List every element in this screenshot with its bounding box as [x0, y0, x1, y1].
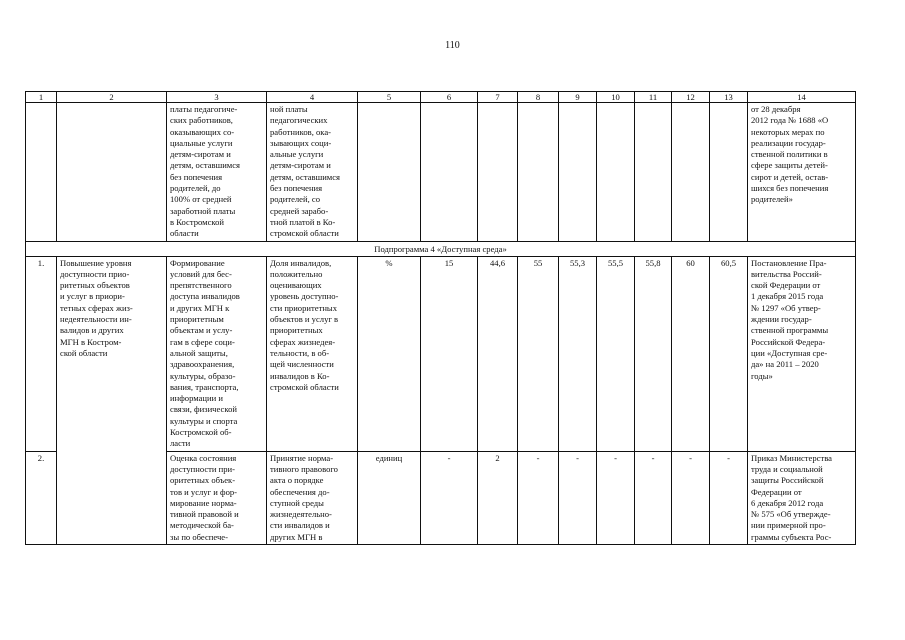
cell-unit: единиц	[358, 451, 421, 544]
cell-row-number: 1.	[26, 256, 57, 451]
column-number: 7	[478, 92, 518, 103]
cell-value: 55	[518, 256, 559, 451]
cell-empty	[597, 103, 635, 242]
column-number: 3	[167, 92, 267, 103]
cell-value: -	[559, 451, 597, 544]
indicators-table	[25, 91, 856, 545]
cell-empty	[421, 103, 478, 242]
cell-goal: Повышение уровня доступности прио- ритетных объектов и услуг в приори- тетных сферах жиз- недеятельности ин- валидов и других МГН в Костром- ской области	[57, 256, 167, 544]
column-number-row	[26, 92, 856, 103]
cell-event: Оценка состояния доступности при- оритетных объек- тов и услуг и фор- мирование норма- тивной правовой и методической ба- зы по обеспече-	[167, 451, 267, 544]
cell-indicator: Принятие норма- тивного правового акта о порядке обеспечения до- ступной среды жизнедеятельно- сти инвалидов и других МГН в	[267, 451, 358, 544]
cell-value: 44,6	[478, 256, 518, 451]
cell-basis: Постановление Пра- вительства Россий- ской Федерации от 1 декабря 2015 года № 1297 «Об утвер- ждении государ- ственной программы Российской Федера- ции «Доступная сре- да» на 2011 – 2020 годы»	[748, 256, 856, 451]
cell-value: -	[421, 451, 478, 544]
column-number: 11	[635, 92, 672, 103]
cell-basis-continued: от 28 декабря 2012 года № 1688 «О некоторых мерах по реализации государ- ственной политики в сфере защиты детей- сирот и детей, остав- шихся без попечения родителей»	[748, 103, 856, 242]
subprogram-row	[26, 241, 856, 256]
table-row-continued	[26, 103, 856, 242]
cell-unit: %	[358, 256, 421, 451]
cell-empty	[518, 103, 559, 242]
column-number: 2	[57, 92, 167, 103]
column-number: 5	[358, 92, 421, 103]
cell-empty	[478, 103, 518, 242]
column-number: 6	[421, 92, 478, 103]
column-number: 12	[672, 92, 710, 103]
cell-empty	[559, 103, 597, 242]
cell-indicator-continued: ной платы педагогических работников, ока- зывающих соци- альные услуги детям-сиротам и детям, оставшимся без попечения родителей, со средней зарабо- тной платой в Ко- стромской области	[267, 103, 358, 242]
cell-empty	[358, 103, 421, 242]
cell-value: -	[518, 451, 559, 544]
cell-value: 55,5	[597, 256, 635, 451]
cell-indicator: Доля инвалидов, положительно оценивающих уровень доступно- сти приоритетных объектов и услуг в приоритетных сферах жизнедея- тельности, в об- щей численности инвалидов в Ко- стромской области	[267, 256, 358, 451]
column-number: 9	[559, 92, 597, 103]
cell-value: 60,5	[710, 256, 748, 451]
cell-value: 60	[672, 256, 710, 451]
page-number: 110	[445, 40, 460, 51]
subprogram-title: Подпрограмма 4 «Доступная среда»	[26, 241, 856, 256]
cell-value: 15	[421, 256, 478, 451]
column-number: 1	[26, 92, 57, 103]
cell-event-continued: платы педагогиче- ских работников, оказывающих со- циальные услуги детям-сиротам и детям, оставшимся без попечения родителей, до 100% от средней заработной платы в Костромской области	[167, 103, 267, 242]
column-number: 14	[748, 92, 856, 103]
column-number: 10	[597, 92, 635, 103]
cell-empty	[57, 103, 167, 242]
table-row	[26, 256, 856, 451]
cell-empty	[672, 103, 710, 242]
cell-value: -	[672, 451, 710, 544]
cell-value: -	[597, 451, 635, 544]
cell-value: -	[710, 451, 748, 544]
cell-row-number: 2.	[26, 451, 57, 544]
cell-empty	[635, 103, 672, 242]
cell-event: Формирование условий для бес- препятственного доступа инвалидов и других МГН к приоритетным объектам и услу- гам в сфере соци- альной защиты, здравоохранения, культуры, образо- вания, транспорта, информации и связи, физической культуры и спорта Костромской об- ласти	[167, 256, 267, 451]
column-number: 4	[267, 92, 358, 103]
cell-empty	[710, 103, 748, 242]
cell-empty	[26, 103, 57, 242]
cell-basis: Приказ Министерства труда и социальной защиты Российской Федерации от 6 декабря 2012 года № 575 «Об утвержде- нии примерной про- граммы субъекта Рос-	[748, 451, 856, 544]
cell-value: -	[635, 451, 672, 544]
cell-value: 2	[478, 451, 518, 544]
column-number: 13	[710, 92, 748, 103]
cell-value: 55,8	[635, 256, 672, 451]
cell-value: 55,3	[559, 256, 597, 451]
column-number: 8	[518, 92, 559, 103]
